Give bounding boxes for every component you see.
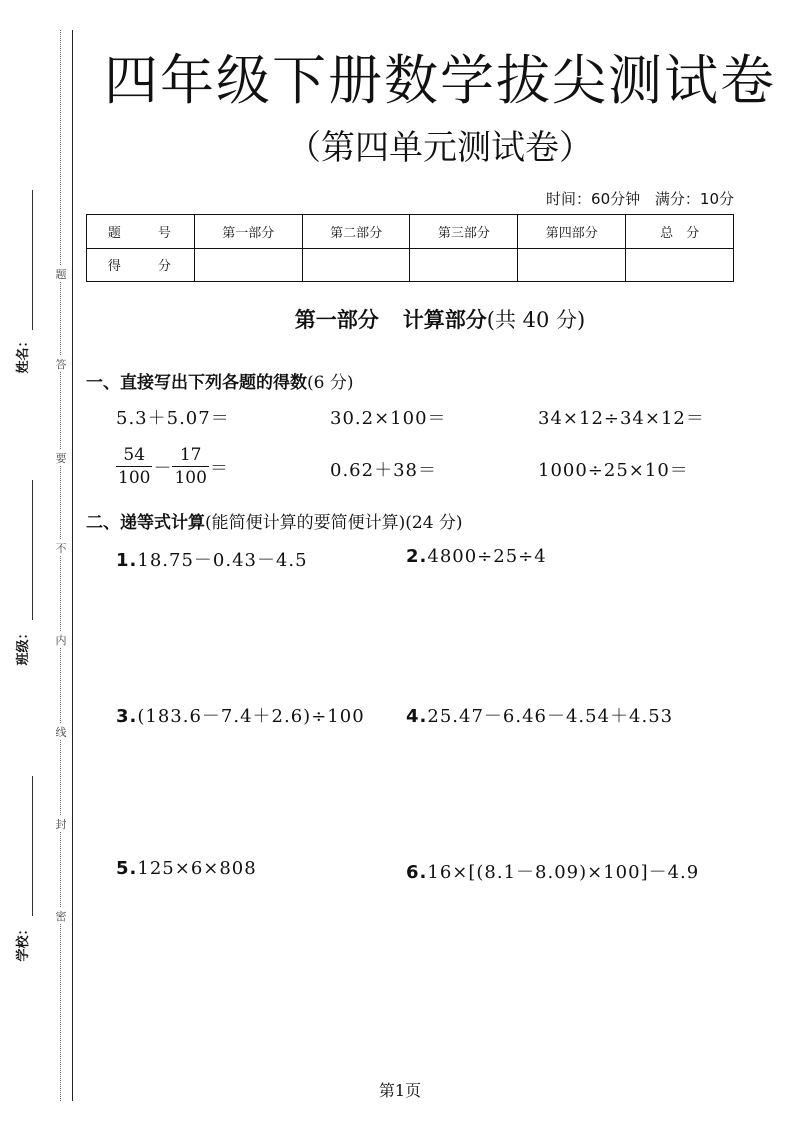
seal-char: 线	[55, 726, 67, 739]
question-number: 5.	[116, 858, 138, 879]
seal-char: 不	[55, 542, 67, 555]
mental-math-item: 1000÷25×10＝	[538, 460, 689, 481]
binding-border-line	[72, 30, 73, 1101]
step-calc-item	[406, 858, 699, 884]
binding-dotted-line	[60, 30, 61, 1101]
question-expression: (183.6－7.4＋2.6)÷100	[137, 706, 365, 727]
question-number: 4.	[406, 706, 428, 727]
page-number: 第1页	[378, 1081, 422, 1100]
class-blank-line[interactable]	[32, 480, 33, 620]
question-expression: 125×6×808	[137, 858, 257, 879]
fraction-b-denominator: 100	[174, 468, 207, 488]
part-1-name: 计算部分	[402, 308, 487, 332]
question-expression: 4800÷25÷4	[427, 546, 547, 567]
fraction-equals: ＝	[209, 457, 228, 479]
section-2-points: (24 分)	[405, 513, 463, 533]
school-label: 学校：	[16, 922, 31, 962]
fraction-b-numerator: 17	[172, 444, 208, 467]
table-cell-part-3: 第三部分	[410, 215, 518, 249]
seal-char: 要	[55, 452, 67, 465]
step-calc-item	[406, 702, 673, 728]
step-calc-item	[406, 546, 547, 567]
score-cell-part-3[interactable]	[410, 248, 518, 282]
seal-char: 封	[55, 818, 67, 831]
name-label: 姓名：	[16, 334, 31, 374]
question-number: 3.	[116, 706, 138, 727]
table-cell-part-2: 第二部分	[302, 215, 410, 249]
mental-math-item: 5.3＋5.07＝	[116, 408, 230, 429]
step-calc-item	[116, 858, 257, 879]
fraction-a-numerator: 54	[116, 444, 152, 467]
fraction-a	[116, 444, 152, 489]
section-2-subtitle: (能简便计算的要简便计算)	[205, 513, 406, 533]
fraction-b	[172, 444, 208, 489]
exam-info	[536, 188, 734, 209]
seal-char: 答	[55, 358, 67, 371]
fraction-item	[116, 444, 229, 489]
table-cell-part-4: 第四部分	[518, 215, 626, 249]
fraction-a-denominator: 100	[118, 468, 151, 488]
score-table	[86, 214, 734, 282]
mental-math-item: 34×12÷34×12＝	[538, 408, 705, 429]
table-cell-score-label: 得 分	[87, 248, 195, 282]
name-blank-line[interactable]	[32, 190, 33, 330]
table-cell-question-number: 题 号	[87, 215, 195, 249]
school-blank-line[interactable]	[32, 776, 33, 916]
part-1-heading	[80, 304, 800, 334]
mental-math-item: 30.2×100＝	[330, 408, 447, 429]
section-2-title: 二、递等式计算	[86, 513, 205, 533]
section-2-heading	[86, 508, 463, 533]
score-cell-part-4[interactable]	[518, 248, 626, 282]
exam-time: 时间：60分钟	[546, 190, 641, 208]
page-subtitle: （第四单元测试卷）	[287, 128, 593, 168]
section-1-points: (6 分)	[307, 373, 354, 393]
question-expression: 25.47－6.46－4.54＋4.53	[427, 706, 674, 727]
part-1-points: (共 40 分)	[486, 308, 586, 332]
seal-char: 题	[55, 268, 67, 281]
question-number: 6.	[406, 862, 428, 883]
class-label: 班级：	[16, 626, 31, 666]
seal-char: 密	[55, 910, 67, 923]
question-expression: 18.75－0.43－4.5	[137, 550, 308, 571]
page-title: 四年级下册数学拔尖测试卷	[104, 49, 776, 112]
mental-math-item: 0.62＋38＝	[330, 460, 437, 481]
fraction-operator: －	[153, 457, 172, 479]
question-number: 2.	[406, 546, 428, 567]
score-cell-part-1[interactable]	[194, 248, 302, 282]
table-cell-total: 总 分	[626, 215, 734, 249]
part-1-title: 第一部分	[294, 308, 379, 332]
exam-full-score: 满分：10分	[654, 190, 734, 208]
question-expression: 16×[(8.1－8.09)×100]－4.9	[427, 862, 700, 883]
score-cell-part-2[interactable]	[302, 248, 410, 282]
section-1-title: 一、直接写出下列各题的得数	[86, 373, 307, 393]
seal-char: 内	[55, 634, 67, 647]
score-table-score-row	[87, 248, 734, 282]
step-calc-item	[116, 702, 365, 728]
score-table-header-row	[87, 215, 734, 249]
section-1-heading	[86, 368, 353, 393]
step-calc-item	[116, 546, 308, 572]
score-cell-total[interactable]	[626, 248, 734, 282]
table-cell-part-1: 第一部分	[194, 215, 302, 249]
question-number: 1.	[116, 550, 138, 571]
